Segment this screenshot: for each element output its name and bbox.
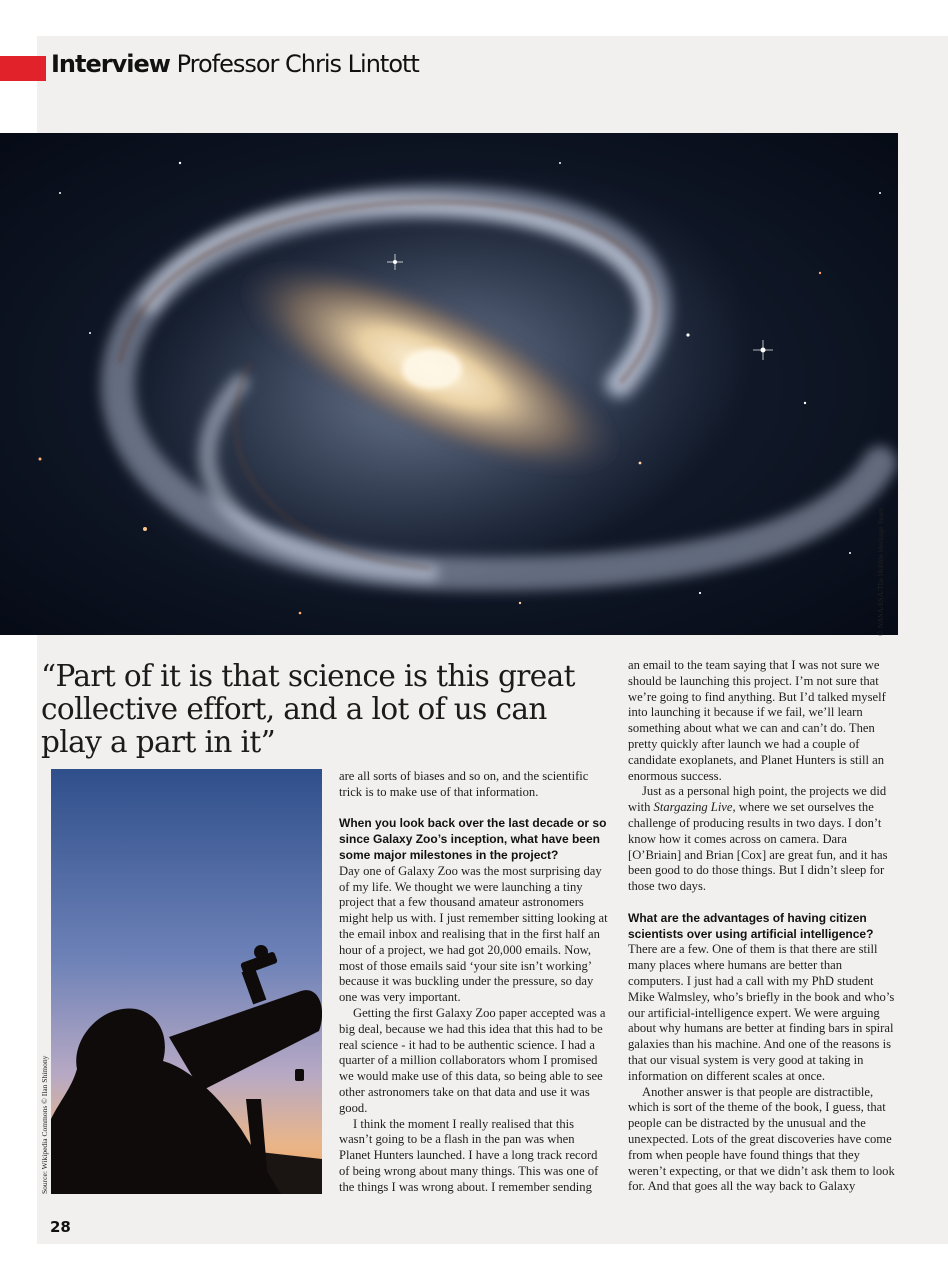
body-paragraph: I think the moment I really realised that this wasn’t going to be a flash in the pan was when Planet Hunters launched. I have a long track record of being wrong about many things. This was one of the things I was wrong about. I remember sending (339, 1116, 599, 1194)
body-paragraph: Another answer is that people are distractible, which is sort of the theme of the book, I guess, that people can be distracted by the unusual and the unexpected. Lots of the great discoveries have come from when people have found things that they weren’t expecting, or that we didn’t ask them to look for. And that goes all the way back to Galaxy (628, 1084, 895, 1194)
article-column-middle (339, 769, 609, 1196)
header-kind: Interview (51, 50, 170, 78)
interview-question: When you look back over the last decade or so since Galaxy Zoo’s inception, what have been some major milestones in the project? (339, 816, 607, 862)
telescope-silhouette-illustration (51, 769, 322, 1194)
article-column-right (628, 658, 900, 1195)
section-marker (0, 56, 46, 81)
photo-credit: Source: Wikipedia Commons © Ilan Shimony (40, 1055, 49, 1194)
body-paragraph: an email to the team saying that I was not sure we should be launching this project. I’m not sure that we’re going to find anything. But I’d talked myself into launching it because if we fail, we’ll learn something about what we can and can’t do. Then pretty quickly after launch we had a couple of candidate exoplanets, and Planet Hunters is still an enormous success. (628, 658, 886, 783)
astronomer-photo (51, 769, 322, 1194)
interview-question: What are the advantages of having citizen scientists over using artificial intelligence? (628, 910, 874, 941)
header-subject: Professor Chris Lintott (176, 50, 419, 78)
body-paragraph: are all sorts of biases and so on, and the scientific trick is to make use of that information. (339, 769, 589, 799)
programme-title: Stargazing Live (653, 800, 733, 815)
galaxy-illustration (0, 133, 898, 635)
page-number: 28 (50, 1218, 71, 1236)
hero-photo-credit: © NASA/ESA/The Hubble Heritage Team (876, 508, 885, 636)
pull-quote: “Part of it is that science is this great collective effort, and a lot of us can play a part in it” (41, 659, 575, 759)
body-text: Just as a personal high point, the projects we did with (628, 784, 887, 815)
hero-galaxy-image (0, 133, 898, 635)
body-paragraph (628, 784, 900, 895)
body-paragraph: Day one of Galaxy Zoo was the most surprising day of my life. We thought we were launching a tiny project that a few thousand amateur astronomers might help us with. I just remember sitting looking at the email inbox and realising that in the first half an hour of a project, we had got 20,000 emails. Now, most of those emails said ‘your site isn’t working’ because it was buckling under the pressure, so day one was very important. (339, 863, 608, 1005)
body-paragraph: Getting the first Galaxy Zoo paper accepted was a big deal, because we had this idea that this had to be real science - it had to be authentic science. I had a quarter of a million collaborators whom I promised we would make use of this data, so being able to see other astronomers take on that data and use it was good. (339, 1005, 606, 1115)
body-text: , where we set ourselves the challenge of producing results in two days. I don’t know how it comes across on camera. Dara [O’Briain] and Brian [Cox] are great fun, and it has been good to do those things. But I didn’t sleep for those two days. (628, 800, 888, 894)
page-header (51, 50, 419, 78)
body-paragraph: There are a few. One of them is that there are still many places where humans are better than computers. I just had a call with my PhD student Mike Walmsley, who’s briefly in the book and who’s our artificial-intelligence expert. We were arguing about why humans are better at finding bars in spiral galaxies than his machine. And one of the reasons is that our visual system is very good at taking in information on different scales at once. (628, 942, 895, 1083)
